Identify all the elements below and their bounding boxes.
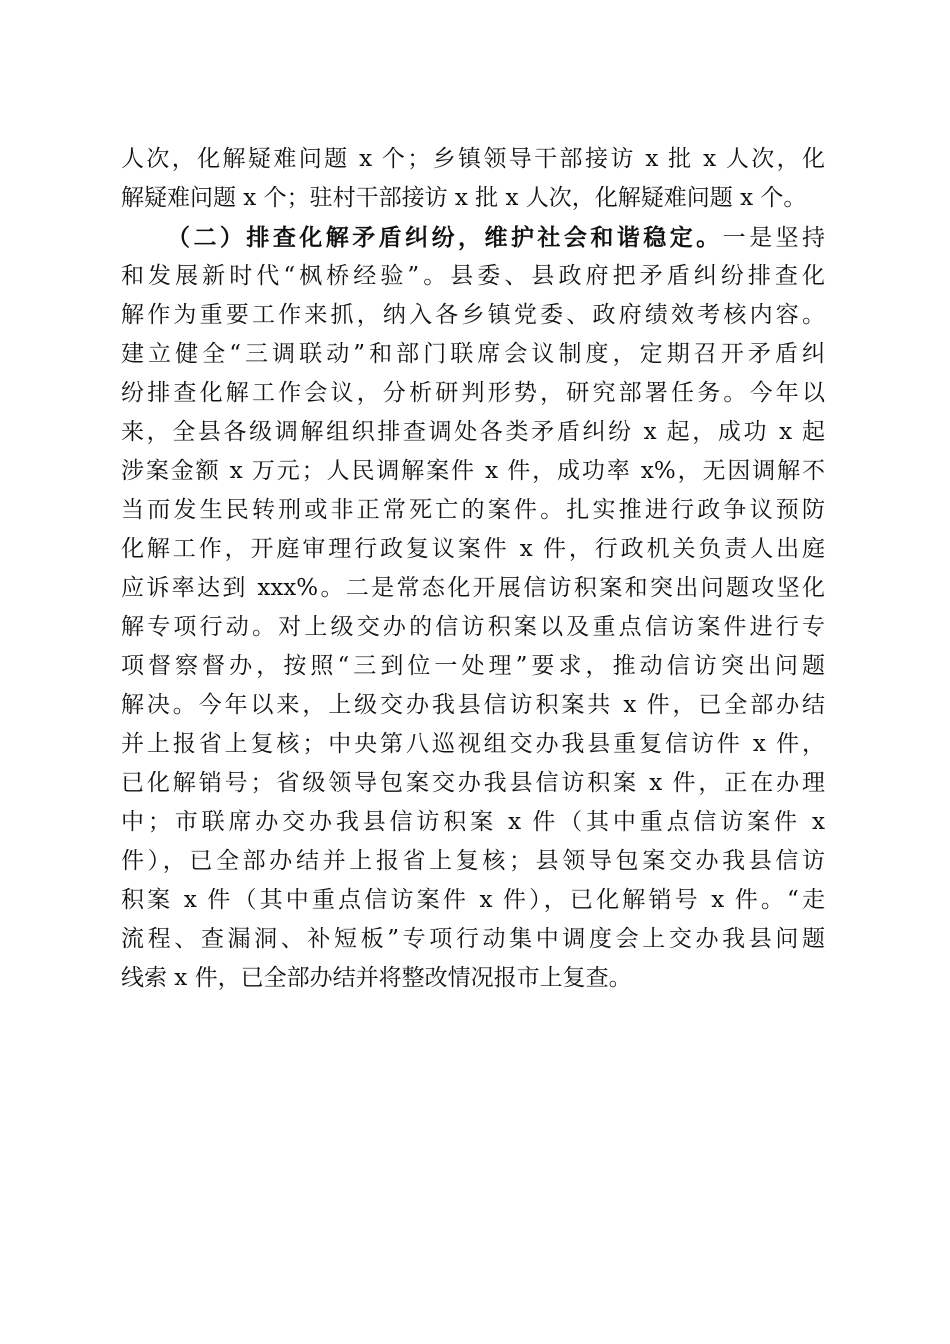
paragraph-line: 项督察督办，按照“三到位一处理”要求，推动信访突出问题 <box>121 653 825 679</box>
paragraph-line: 线索 x 件，已全部办结并将整改情况报市上复查。 <box>121 965 632 991</box>
paragraph-line: 积案 x 件（其中重点信访案件 x 件），已化解销号 x 件。“走 <box>121 887 825 913</box>
paragraph-line: 解作为重要工作来抓，纳入各乡镇党委、政府绩效考核内容。 <box>121 302 825 328</box>
section-heading: （二）排查化解矛盾纠纷，维护社会和谐稳定。 <box>167 224 723 251</box>
paragraph-line: 建立健全“三调联动”和部门联席会议制度，定期召开矛盾纠 <box>121 341 825 367</box>
document-body <box>121 140 825 998</box>
paragraph-line: 纷排查化解工作会议，分析研判形势，研究部署任务。今年以 <box>121 380 825 406</box>
paragraph-line: 化解工作，开庭审理行政复议案件 x 件，行政机关负责人出庭 <box>121 536 825 562</box>
paragraph-line: 人次，化解疑难问题 x 个；乡镇领导干部接访 x 批 x 人次，化 <box>121 146 825 172</box>
paragraph-line: 解专项行动。对上级交办的信访积案以及重点信访案件进行专 <box>121 614 825 640</box>
paragraph-line: 和发展新时代“枫桥经验”。县委、县政府把矛盾纠纷排查化 <box>121 263 825 289</box>
paragraph-line: 来，全县各级调解组织排查调处各类矛盾纠纷 x 起，成功 x 起 <box>121 419 825 445</box>
paragraph-line: 中；市联席办交办我县信访积案 x 件（其中重点信访案件 x <box>121 809 825 835</box>
paragraph-line: 流程、查漏洞、补短板”专项行动集中调度会上交办我县问题 <box>121 926 825 952</box>
paragraph-line: 已化解销号；省级领导包案交办我县信访积案 x 件，正在办理 <box>121 770 825 796</box>
paragraph-line: 解决。今年以来，上级交办我县信访积案共 x 件，已全部办结 <box>121 692 825 718</box>
paragraph-line: 解疑难问题 x 个；驻村干部接访 x 批 x 人次，化解疑难问题 x 个。 <box>121 185 807 211</box>
paragraph-line: 并上报省上复核；中央第八巡视组交办我县重复信访件 x 件， <box>121 731 825 757</box>
heading-line-rest: 一是坚持 <box>722 225 825 251</box>
paragraph-line: 应诉率达到 xxx%。二是常态化开展信访积案和突出问题攻坚化 <box>121 575 825 601</box>
paragraph-line: 涉案金额 x 万元；人民调解案件 x 件，成功率 x%，无因调解不 <box>121 458 825 484</box>
paragraph-line: 件），已全部办结并上报省上复核；县领导包案交办我县信访 <box>121 848 825 874</box>
section-heading-line <box>121 218 825 257</box>
paragraph-line: 当而发生民转刑或非正常死亡的案件。扎实推进行政争议预防 <box>121 497 825 523</box>
